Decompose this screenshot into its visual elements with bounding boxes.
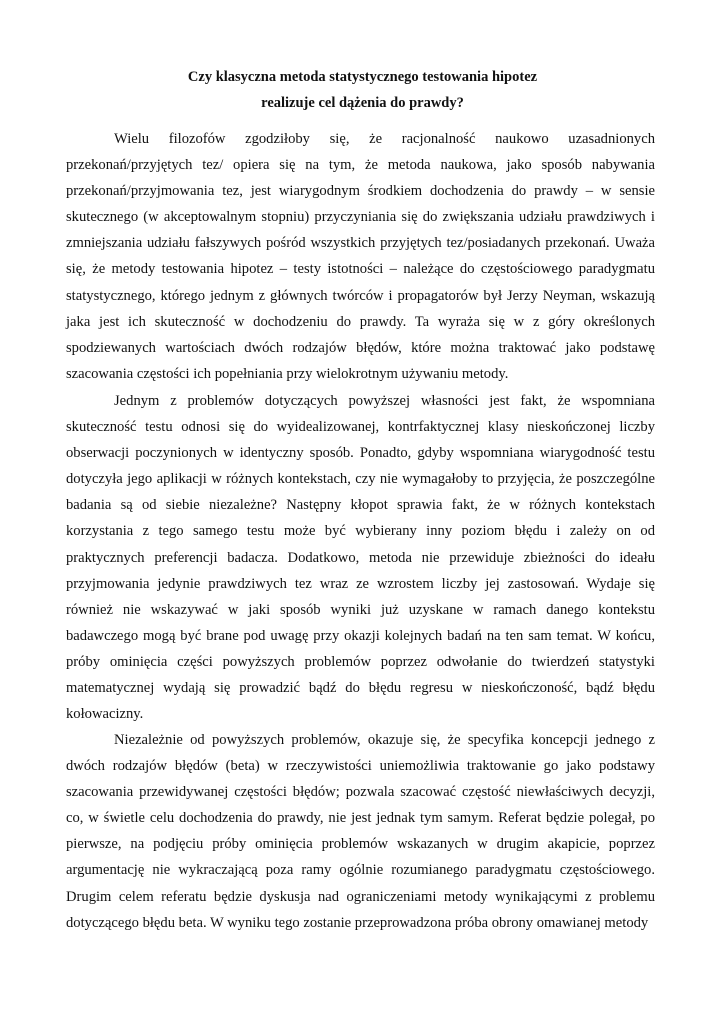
title-line-2: realizuje cel dążenia do prawdy? — [261, 95, 464, 111]
title-line-1: Czy klasyczna metoda statystycznego testowania hipotez — [187, 69, 538, 85]
paragraph-1: Wielu filozofów zgodziłoby się, że racjonalność naukowo uzasadnionych przekonań/przyjętych tez/ opiera się na tym, że metoda naukowa, jako sposób nabywania przekonań/przyjmowania tez, jest wiarygodnym środkiem dochodzenia do prawdy – w sensie skutecznego (w akceptowalnym stopniu) przyczyniania się do zwiększania udziału prawdziwych i zmniejszania udziału fałszywych pośród wszystkich przyjętych tez/posiadanych przekonań. Uważa się, że metody testowania hipotez – testy istotności – należące do częstościowego paradygmatu statystycznego, którego jednym z głównych twórców i propagatorów był Jerzy Neyman, wskazują jaka jest ich skuteczność w dochodzeniu do prawdy. Ta wyraża się w z góry określonych spodziewanych wartościach dwóch rodzajów błędów, które można traktować jako podstawę szacowania częstości ich popełniania przy wielokrotnym używaniu metody. — [66, 131, 655, 382]
paragraph-3-block — [66, 727, 655, 936]
paragraph-2: Jednym z problemów dotyczących powyższej własności jest fakt, że wspomniana skuteczność testu odnosi się do wyidealizowanej, kontrfaktycznej klasy nieskończonej liczby obserwacji poczynionych w identyczny sposób. Ponadto, gdyby wspomniana wiarygodność testu dotyczyła jego aplikacji w różnych kontekstach, czy nie wymagałoby to przyjęcia, że poszczególne badania są od siebie niezależne? Następny kłopot sprawia fakt, że w różnych kontekstach korzystania z tego samego testu może być wybierany inny poziom błędu i zależy on od praktycznych preferencji badacza. Dodatkowo, metoda nie przewiduje zbieżności do ideału przyjmowania jedynie prawdziwych tez wraz ze wzrostem liczby jej zastosowań. Wydaje się również nie wskazywać w jaki sposób wyniki już uzyskane w ramach danego kontekstu badawczego mogą być brane pod uwagę przy okazji kolejnych badań na ten sam temat. W końcu, próby ominięcia części powyższych problemów poprzez odwołanie do twierdzeń statystyki matematycznej wydają się prowadzić bądź do błędu regresu w nieskończoność, bądź błędu kołowacizny. — [66, 393, 655, 723]
paragraph-2-block — [66, 388, 655, 727]
paragraph-1-block — [66, 126, 655, 387]
paragraph-3: Niezależnie od powyższych problemów, okazuje się, że specyfika koncepcji jednego z dwóch rodzajów błędów (beta) w rzeczywistości uniemożliwia traktowanie go jako podstawy szacowania przewidywanej częstości błędów; pozwala szacować częstość niewłaściwych decyzji, co, w świetle celu dochodzenia do prawdy, nie jest jednak tym samym. Referat będzie polegał, po pierwsze, na podjęciu próby ominięcia problemów wskazanych w drugim akapicie, poprzez argumentację nie wykraczającą poza ramy ogólnie rozumianego paradygmatu częstościowego. Drugim celem referatu będzie dyskusja nad ograniczeniami metody wynikającymi z problemu dotyczącego błędu beta. W wyniku tego zostanie przeprowadzona próba obrony omawianej metody — [66, 732, 655, 931]
document-title — [60, 64, 665, 116]
